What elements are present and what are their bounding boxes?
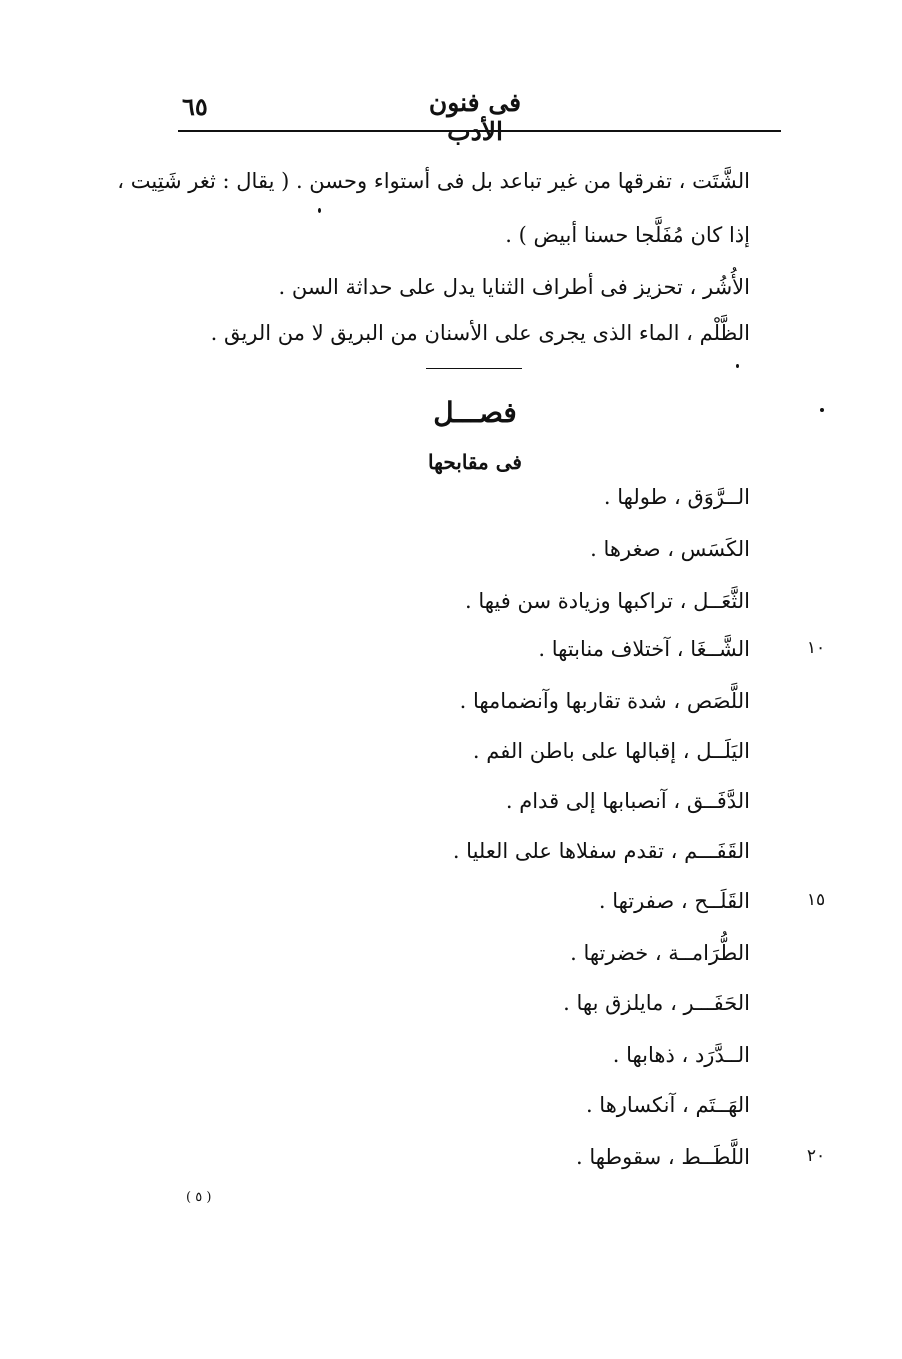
line-number: ١٥ [806, 890, 826, 910]
entry-line: الــدَّرَد ، ذهابها . [612, 1043, 750, 1067]
intro-line: إذا كان مُفَلَّجا حسنا أبيض ) . [505, 223, 750, 247]
entry-line: الهَــتَم ، آنكسارها . [585, 1093, 750, 1117]
page-number: ٦٥ [182, 92, 208, 121]
entry-line: القَلَــح ، صفرتها . [598, 889, 750, 913]
entry-line: القَفَـــم ، تقدم سفلاها على العليا . [452, 839, 750, 863]
intro-line: الظَّلْم ، الماء الذى يجرى على الأسنان من البريق لا من الريق . [210, 321, 750, 345]
entry-line: اللَّطَــط ، سقوطها . [576, 1145, 750, 1169]
entry-line: اللَّصَص ، شدة تقاربها وآنضمامها . [459, 689, 750, 713]
entry-line: الكَسَس ، صغرها . [590, 537, 750, 561]
section-subtitle: فى مقابحها [428, 450, 522, 474]
margin-mark [318, 208, 321, 213]
entry-line: الدَّفَــق ، آنصبابها إلى قدام . [505, 789, 750, 813]
entry-line: الــرَّوَق ، طولها . [603, 485, 750, 509]
section-title: فصـــل [433, 396, 517, 429]
signature-mark: ( ٥ ) [186, 1190, 212, 1205]
intro-line: الشَّتَت ، تفرقها من غير تباعد بل فى أستواء وحسن . ( يقال : ثغر شَتِيت ، [117, 169, 750, 193]
intro-line: الأُشُر ، تحزيز فى أطراف الثنايا يدل على حداثة السن . [278, 275, 750, 299]
entry-line: اليَلَــل ، إقبالها على باطن الفم . [472, 739, 750, 763]
entry-line: الطُّرَامــة ، خضرتها . [570, 941, 750, 965]
entry-line: الشَّــغَا ، آختلاف منابتها . [538, 637, 750, 661]
line-number: ١٠ [806, 638, 826, 658]
section-separator [426, 368, 522, 369]
line-number: ٢٠ [806, 1146, 826, 1166]
margin-mark [736, 364, 739, 368]
entry-line: الثَّعَــل ، تراكبها وزيادة سن فيها . [464, 589, 750, 613]
running-header-title: فى فنون الأدب [428, 88, 522, 146]
margin-mark [820, 408, 824, 412]
entry-line: الحَفَـــر ، مايلزق بها . [563, 991, 750, 1015]
header-rule [178, 130, 781, 132]
